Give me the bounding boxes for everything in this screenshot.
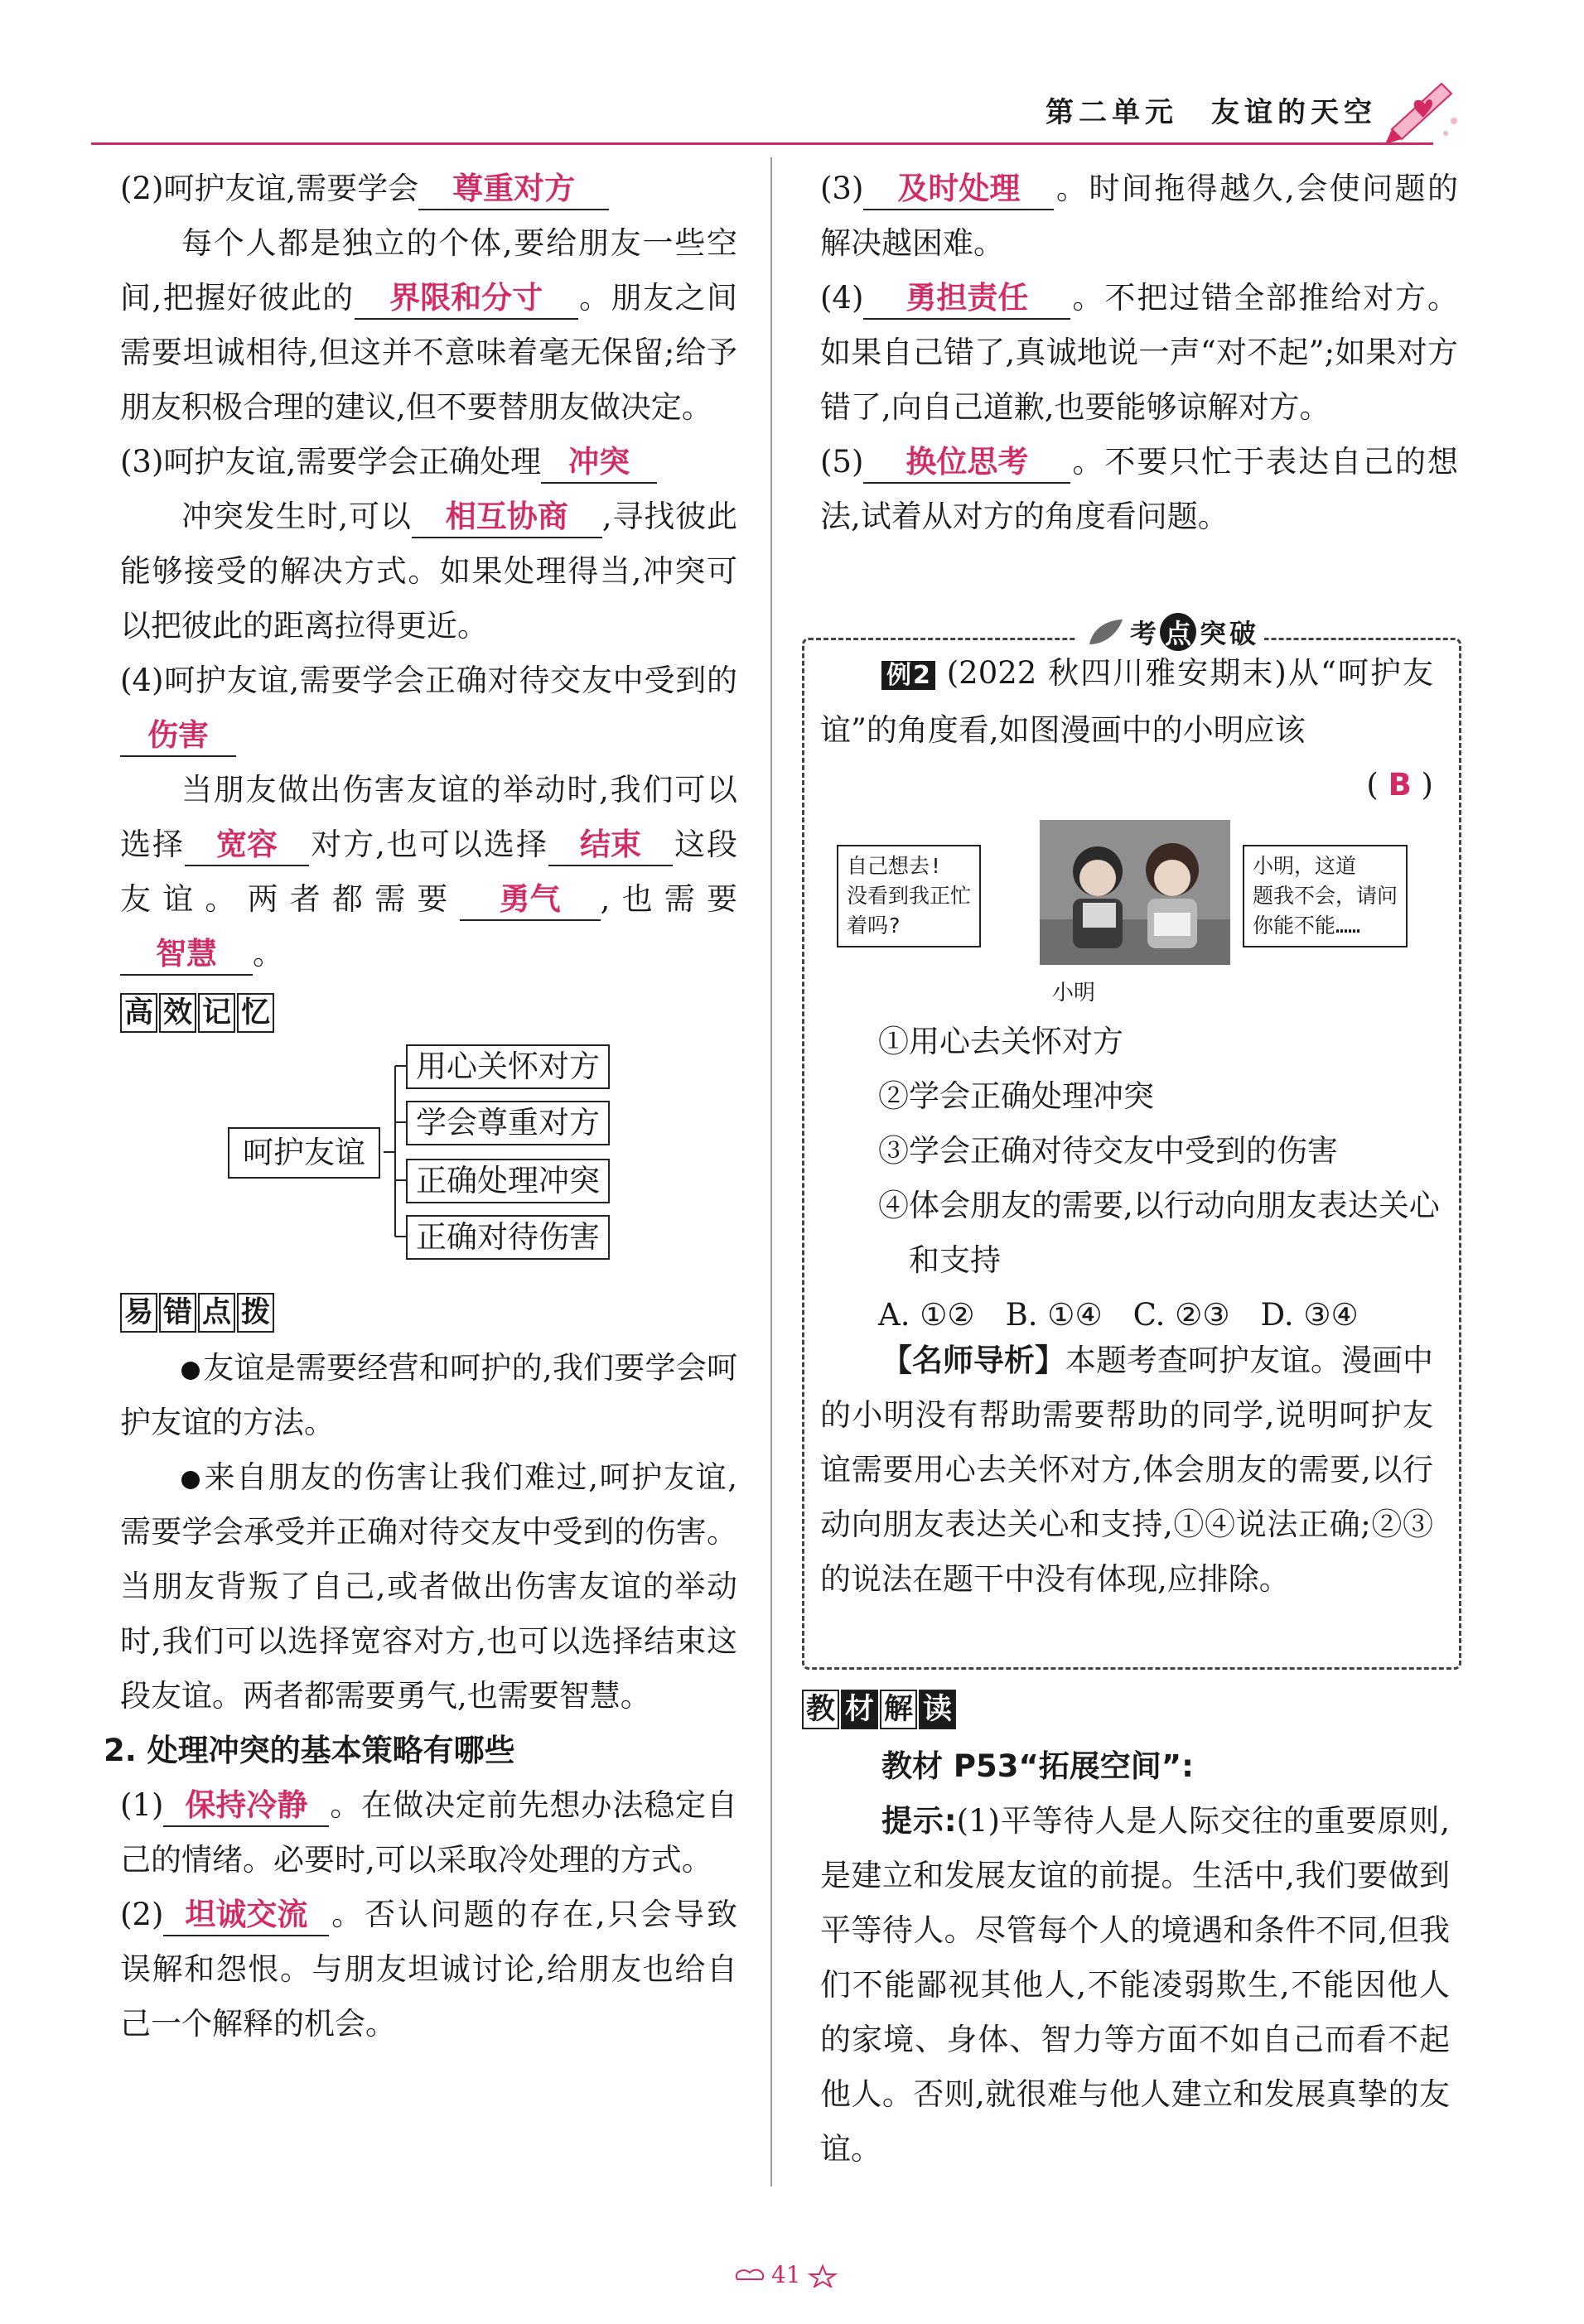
example-question-text: (2022 秋四川雅安期末)从“呵护友谊”的角度看,如图漫画中的小明应该 — [820, 655, 1433, 748]
right-column — [820, 162, 1458, 544]
item-2-body-a: 每个人都是独立的个体,要给朋友一些空间,把握好彼此的 — [120, 225, 737, 316]
item-4-body-e: 。 — [253, 936, 283, 972]
answer-timely: 及时处理 — [897, 171, 1021, 206]
item-2-lead: (2)呵护友谊,需要学会 — [120, 171, 419, 206]
blank-end — [548, 825, 673, 866]
option-item: ④体会朋友的需要,以行动向朋友表达关心和支持 — [878, 1188, 1440, 1278]
analysis-text: 本题考查呵护友谊。漫画中的小明没有帮助需要帮助的同学,说明呵护友谊需要用心去关怀对方,体会朋友的需要,以行动向朋友表达关心和支持,①④说法正确;②③的说法在题干中没有体现,应排除。 — [820, 1343, 1433, 1597]
pencil-heart-decoration-icon — [1375, 71, 1466, 149]
item-4-body-a: 当朋友做出伤害友谊的举动时,我们可以选择 — [120, 772, 737, 862]
answer-honest: 坦诚交流 — [185, 1897, 308, 1932]
item-2 — [120, 162, 737, 216]
strategy-4-text: 。不把过错全部推给对方。如果自己错了,真诚地说一声“对不起”;如果对方错了,向自己道歉,也要能够谅解对方。 — [820, 280, 1458, 425]
blank-negotiate — [412, 497, 602, 538]
star-icon — [806, 2263, 839, 2288]
comic-caption: 小明 — [1052, 981, 1096, 1005]
blank-hurt — [120, 716, 236, 757]
page-number-text: 41 — [771, 2261, 801, 2288]
answer-conflict: 冲突 — [568, 444, 630, 480]
strategy-2-text: 。否认问题的存在,只会导致误解和怨恨。与朋友坦诚讨论,给朋友也给自己一个解释的机会。 — [120, 1897, 737, 2042]
answer-courage: 勇气 — [499, 881, 561, 917]
mind-map-leaf: 正确对待伤害 — [406, 1215, 610, 1260]
blank-tolerate — [185, 825, 309, 866]
speech-bubble-right — [1243, 845, 1408, 947]
textbook-reference: 教材 P53“拓展空间”: — [881, 1748, 1194, 1784]
answer-hurt: 伤害 — [147, 717, 209, 753]
page-number — [733, 2261, 839, 2288]
blank-wisdom — [120, 934, 253, 976]
example-question — [820, 646, 1433, 812]
strategy-2 — [120, 1888, 737, 2052]
blank-calm — [163, 1786, 329, 1827]
hint-label: 提示: — [881, 1803, 957, 1839]
item-4-body-d: ,也需要 — [600, 881, 737, 917]
option-item: ①用心去关怀对方 — [878, 1024, 1123, 1059]
bubble-left-line: 着吗? — [847, 914, 901, 938]
memory-section-title — [120, 993, 737, 1033]
banner-char: 点 — [1160, 613, 1196, 651]
mistake-title-char: 拨 — [237, 1293, 274, 1333]
mind-map-leaf: 学会尊重对方 — [406, 1101, 610, 1145]
analysis-label: 【名师导析】 — [881, 1343, 1065, 1378]
textbook-section-title — [802, 1690, 956, 1729]
textbook-title-char: 教 — [802, 1690, 839, 1729]
item-3-body-b: ,寻找彼此能够接受的解决方式。如果处理得当,冲突可以把彼此的距离拉得更近。 — [120, 499, 738, 644]
blank-boundary — [355, 278, 578, 320]
mind-map-root: 呵护友谊 — [228, 1127, 380, 1179]
example-tag: 例2 — [881, 661, 935, 690]
unit-title: 第二单元 友谊的天空 — [1046, 96, 1377, 129]
example-answer-line — [820, 758, 1433, 812]
memory-title-char: 效 — [159, 993, 196, 1033]
item-2-body-b: 。朋友之间需要坦诚相待,但这并不意味着毫无保留;给予朋友积极合理的建议,但不要替朋友做决定。 — [120, 280, 738, 425]
textbook-content — [820, 1739, 1450, 2177]
option-item: ②学会正确处理冲突 — [878, 1078, 1154, 1114]
strategy-3 — [820, 162, 1458, 271]
options-list — [878, 1015, 1450, 1343]
cloud-left-icon — [733, 2263, 766, 2288]
mind-map — [120, 1041, 737, 1281]
answer-paren-open: ( — [1366, 767, 1388, 803]
strategy-5 — [820, 435, 1458, 544]
bullet-dot-icon — [181, 1362, 200, 1380]
bubble-right-line: 你能不能…… — [1253, 914, 1361, 938]
banner-char: 破 — [1229, 618, 1257, 649]
memory-title-char: 忆 — [237, 993, 274, 1033]
option-item: ③学会正确对待交友中受到的伤害 — [878, 1133, 1338, 1169]
hint-text: (1)平等待人是人际交往的重要原则,是建立和发展友谊的前提。生活中,我们要做到平等待人。尽管每个人的境遇和条件不同,但我们不能鄙视其他人,不能凌弱欺生,不能因他人的家境、身体、智力等方面不如自己而看不起他人。否则,就很难与他人建立和发展真挚的友谊。 — [820, 1803, 1451, 2167]
left-column — [104, 162, 738, 2052]
textbook-title-char: 读 — [919, 1690, 956, 1729]
strategy-5-text: 。不要只忙于表达自己的想法,试着从对方的角度看问题。 — [820, 444, 1458, 534]
bullet-dot-icon — [181, 1471, 200, 1489]
answer-empathy: 换位思考 — [905, 444, 1029, 480]
mind-map-leaf: 正确处理冲突 — [406, 1159, 610, 1203]
item-4-body — [120, 763, 737, 981]
mistake-point-2-text: 来自朋友的伤害让我们难过,呵护友谊,需要学会承受并正确对待交友中受到的伤害。当朋友背叛了自己,或者做出伤害友谊的举动时,我们可以选择宽容对方,也可以选择结束这段友谊。两者都需要勇气,也需要智慧。 — [120, 1459, 737, 1714]
mistake-point-2 — [120, 1450, 737, 1724]
mistake-title-char: 易 — [120, 1293, 157, 1333]
mistake-section-title — [120, 1293, 737, 1333]
answer-paren-close: ) — [1411, 767, 1433, 803]
column-divider — [770, 157, 772, 2187]
answer-choices: A. ①② B. ①④ C. ②③ D. ③④ — [878, 1297, 1359, 1333]
bubble-right-line: 题我不会，请问 — [1253, 884, 1398, 908]
textbook-title-char: 解 — [880, 1690, 917, 1729]
answer-boundary: 界限和分寸 — [389, 280, 543, 316]
blank-conflict — [541, 442, 657, 484]
answer-respect: 尊重对方 — [452, 171, 576, 206]
item-4 — [120, 653, 737, 763]
strategy-2-lead: (2) — [120, 1897, 164, 1932]
item-4-body-c: 这段友谊。两者都需要 — [120, 827, 738, 917]
item-3-body-a: 冲突发生时,可以 — [181, 499, 412, 534]
question-2-title: 2. 处理冲突的基本策略有哪些 — [104, 1733, 515, 1768]
strategy-1 — [120, 1778, 737, 1888]
answer-tolerate: 宽容 — [216, 827, 278, 862]
blank-honest — [163, 1895, 329, 1936]
item-3-lead: (3)呵护友谊,需要学会正确处理 — [120, 444, 542, 480]
strategy-1-lead: (1) — [120, 1787, 164, 1823]
banner-char: 突 — [1200, 618, 1227, 649]
leaf-icon — [1085, 615, 1127, 649]
blank-courage — [460, 880, 601, 921]
strategy-4 — [820, 271, 1458, 435]
mistake-point-1 — [120, 1341, 737, 1450]
strategy-5-lead: (5) — [820, 444, 864, 480]
item-2-body — [120, 216, 737, 435]
mistake-title-char: 错 — [159, 1293, 196, 1333]
memory-title-char: 记 — [198, 993, 235, 1033]
strategy-3-text: 。时间拖得越久,会使问题的解决越困难。 — [820, 171, 1458, 261]
item-4-lead: (4)呵护友谊,需要学会正确对待交友中受到的 — [120, 663, 737, 698]
item-4-body-b: 对方,也可以选择 — [309, 827, 548, 862]
mistake-title-char: 点 — [198, 1293, 235, 1333]
strategy-4-lead: (4) — [820, 280, 864, 316]
answer-responsibility: 勇担责任 — [905, 280, 1029, 316]
answer-end: 结束 — [579, 827, 641, 862]
textbook-title-char: 材 — [841, 1690, 878, 1729]
answer-negotiate: 相互协商 — [445, 499, 568, 534]
speech-bubble-left — [837, 845, 981, 947]
strategy-3-lead: (3) — [820, 171, 864, 206]
bubble-left-line: 没看到我正忙 — [847, 884, 972, 908]
blank-respect — [418, 169, 609, 210]
answer-wisdom: 智慧 — [156, 936, 217, 972]
item-3 — [120, 435, 737, 489]
answer-calm: 保持冷静 — [185, 1787, 308, 1823]
blank-responsibility — [863, 278, 1070, 320]
header-rule — [91, 142, 1433, 145]
blank-empathy — [863, 442, 1070, 484]
item-3-body — [120, 489, 737, 653]
teacher-analysis — [820, 1333, 1433, 1607]
comic-image — [1040, 820, 1230, 965]
mind-map-leaf: 用心关怀对方 — [406, 1044, 610, 1089]
bubble-left-line: 自己想去! — [847, 854, 943, 878]
blank-timely — [863, 169, 1054, 210]
example-answer: B — [1388, 767, 1412, 803]
memory-title-char: 高 — [120, 993, 157, 1033]
strategy-1-text: 。在做决定前先想办法稳定自己的情绪。必要时,可以采取冷处理的方式。 — [120, 1787, 737, 1878]
bubble-right-line: 小明，这道 — [1253, 854, 1357, 878]
banner-char: 考 — [1130, 618, 1157, 649]
mistake-point-1-text: 友谊是需要经营和呵护的,我们要学会呵护友谊的方法。 — [120, 1350, 737, 1440]
